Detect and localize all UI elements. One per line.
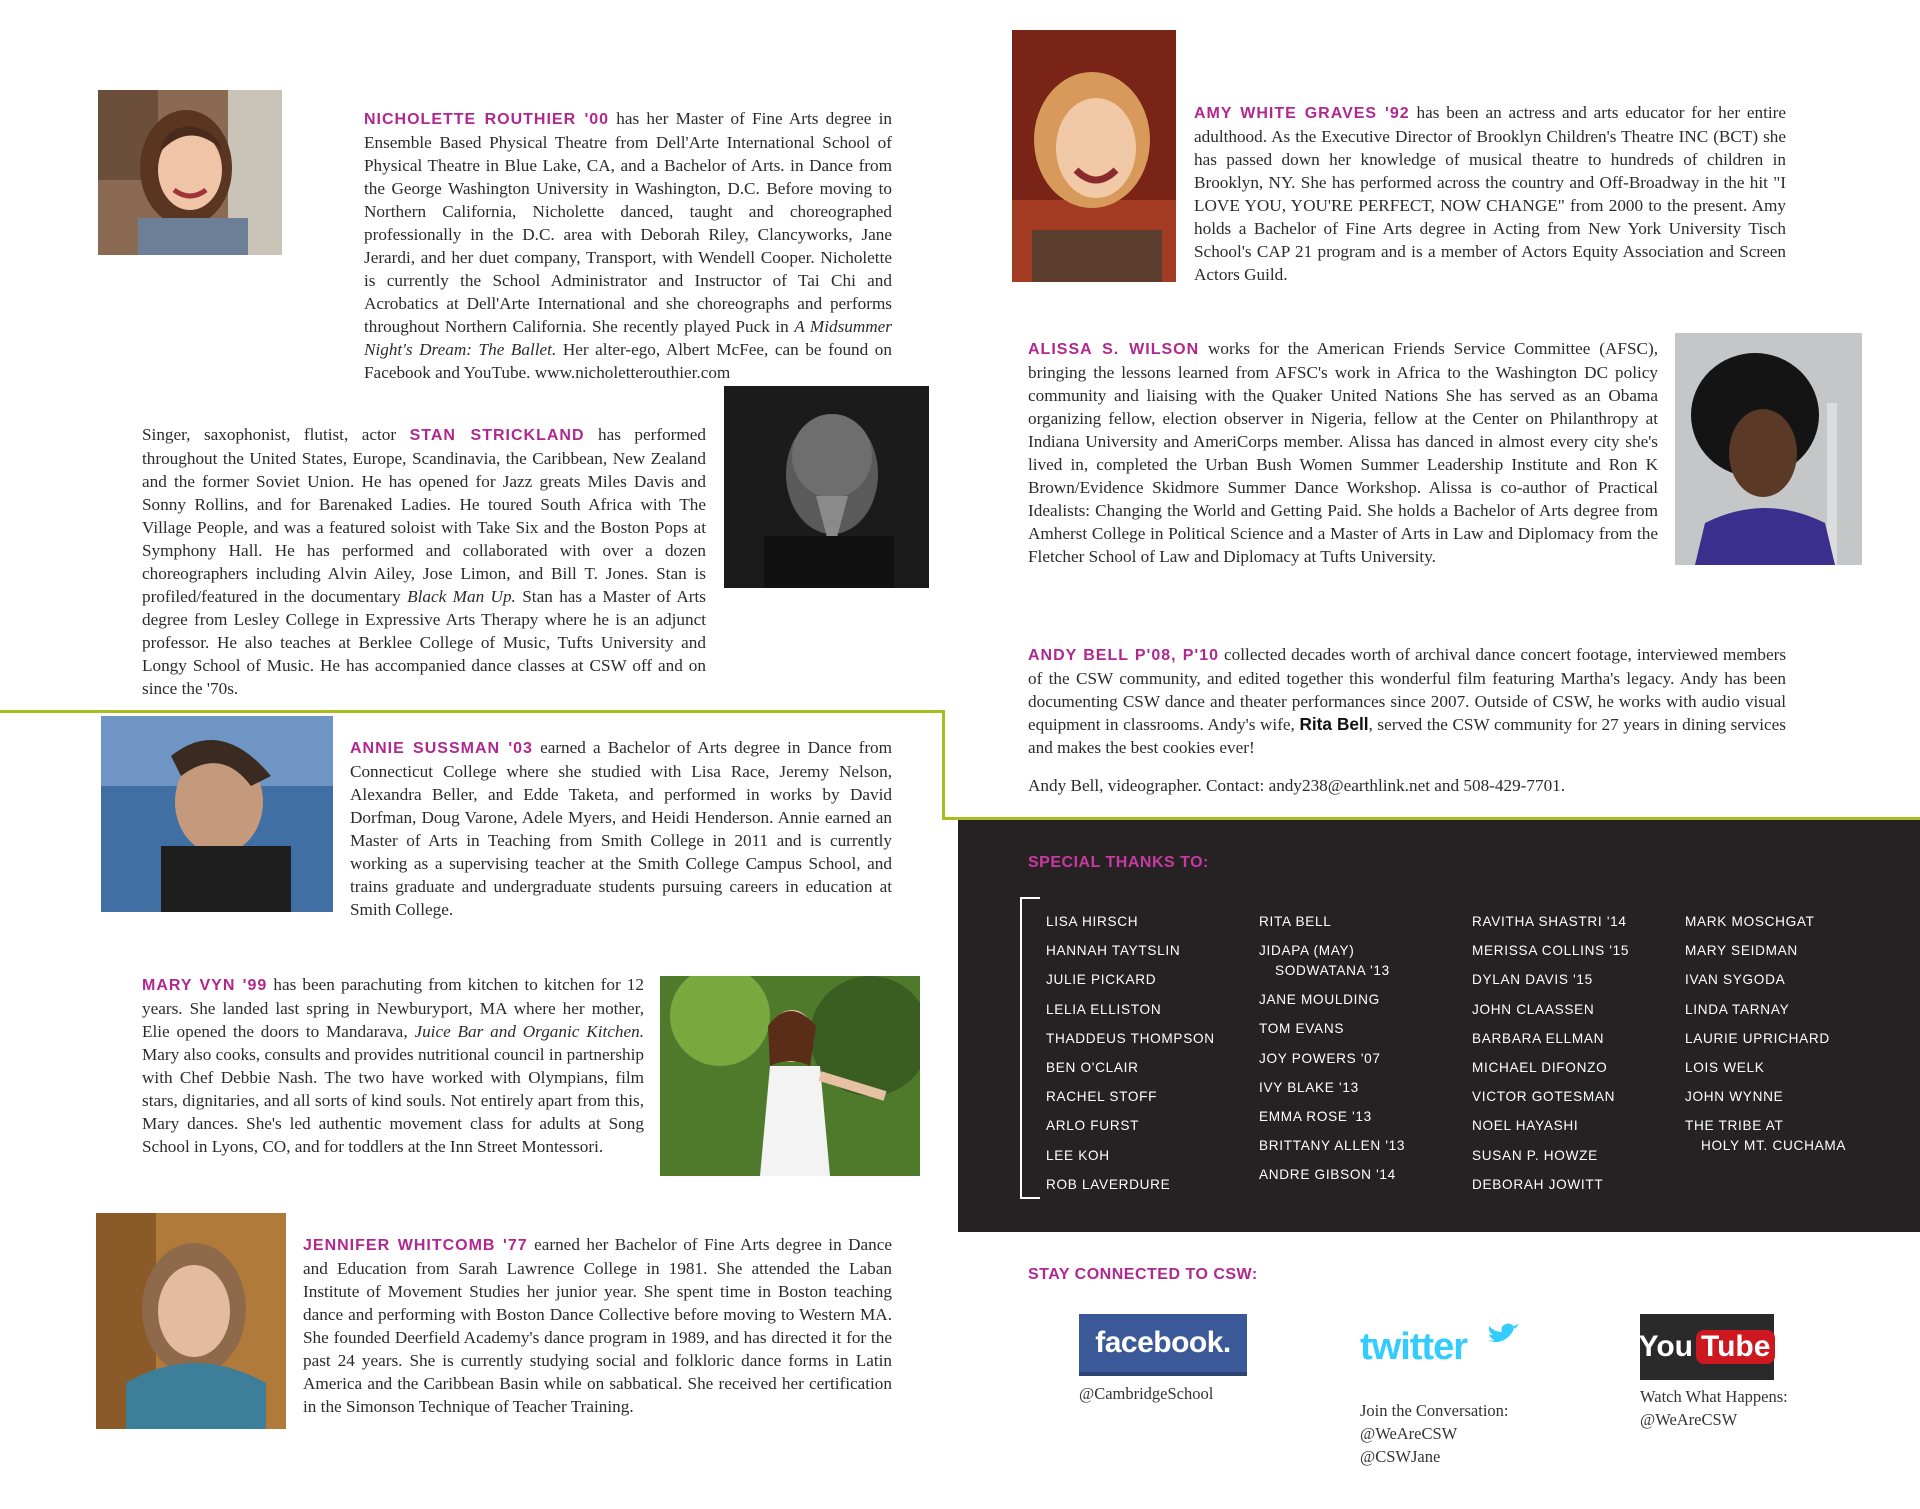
thanks-name: HANNAH TAYTSLIN xyxy=(1046,943,1181,959)
thanks-name: LAURIE UPRICHARD xyxy=(1685,1030,1830,1046)
amy-photo xyxy=(1012,30,1176,282)
stan-photo xyxy=(724,386,929,588)
andy-contact: Andy Bell, videographer. Contact: andy238@earthlink.net and 508-429-7701. xyxy=(1028,776,1566,795)
bio-nicholette-italic: A Midsummer Night's Dream: The Ballet. xyxy=(364,317,892,359)
thanks-name: NOEL HAYASHI xyxy=(1472,1118,1579,1134)
bio-amy xyxy=(1194,101,1786,286)
twitter-logo-text: twitter xyxy=(1360,1326,1467,1368)
bio-annie xyxy=(350,736,892,921)
thanks-column-1 xyxy=(1046,907,1215,1199)
thanks-name: JOHN CLAASSEN xyxy=(1472,1001,1595,1017)
thanks-name: JULIE PICKARD xyxy=(1046,972,1157,988)
thanks-name xyxy=(1685,1111,1846,1160)
thanks-name: IVAN SYGODA xyxy=(1685,972,1786,988)
facebook-logo-text: facebook. xyxy=(1095,1326,1231,1359)
thanks-name: JOY POWERS '07 xyxy=(1259,1050,1381,1066)
bio-stan-text2: Stan has a Master of Arts degree from Lesley College in Expressive Arts Therapy where he is an adjunct professor. He also teaches at Berklee College of Music, Tufts University and Longy School of Music. He has accompanied dance classes at CSW off and on since the '70s. xyxy=(142,587,706,698)
bio-mary-text2: Mary also cooks, consults and provides nutritional council in partnership with Chef Debbie Nash. The two have worked with Olympians, film stars, dignitaries, and all sorts of kind souls. Not entirely apart from this, Mary dances. She's led authentic movement class for adults at Song School in Lyons, CO, and for toddlers at the Inn Street Montessori. xyxy=(142,1045,644,1156)
bio-jennifer xyxy=(303,1233,892,1418)
thanks-name: IVY BLAKE '13 xyxy=(1259,1079,1359,1095)
mary-photo xyxy=(660,976,920,1176)
thanks-name: BARBARA ELLMAN xyxy=(1472,1030,1605,1046)
special-thanks-title: SPECIAL THANKS TO: xyxy=(1028,854,1209,871)
youtube-logo-you: You xyxy=(1638,1330,1693,1363)
thanks-name: LISA HIRSCH xyxy=(1046,914,1139,929)
thanks-name: DYLAN DAVIS '15 xyxy=(1472,972,1593,988)
thanks-name: DEBORAH JOWITT xyxy=(1472,1176,1604,1192)
thanks-name: VICTOR GOTESMAN xyxy=(1472,1089,1616,1105)
thanks-name: ANDRE GIBSON '14 xyxy=(1259,1167,1396,1183)
bio-mary xyxy=(142,973,644,1158)
thanks-name-line: HOLY MT. CUCHAMA xyxy=(1701,1138,1847,1154)
thanks-name: RACHEL STOFF xyxy=(1046,1089,1158,1105)
bio-annie-text: earned a Bachelor of Arts degree in Dance from Connecticut College where she studied with Lisa Race, Jeremy Nelson, Alexandra Beller, and Edde Taketa, and performed in works by David Dorfman, Doug Varone, Adele Myers, and Heidi Henderson. Annie earned an Master of Arts in Teaching from Smith College in 2011 and is currently working as a supervising teacher at the Smith College Campus School, and trains graduate and undergraduate students pursuing careers in education at Smith College. xyxy=(350,738,893,919)
twitter-handle-1[interactable]: @WeAreCSW xyxy=(1360,1424,1458,1443)
bio-andy xyxy=(1028,643,1786,759)
youtube-handle[interactable]: @WeAreCSW xyxy=(1640,1410,1738,1429)
thanks-name: ARLO FURST xyxy=(1046,1118,1140,1134)
twitter-logo[interactable] xyxy=(1360,1322,1520,1378)
facebook-logo[interactable] xyxy=(1079,1314,1247,1376)
thanks-name: MERISSA COLLINS '15 xyxy=(1472,943,1630,959)
jennifer-photo xyxy=(96,1213,286,1429)
youtube-text xyxy=(1640,1385,1788,1431)
thanks-name-line: THE TRIBE AT xyxy=(1685,1118,1784,1134)
name-annie: ANNIE SUSSMAN '03 xyxy=(350,740,533,757)
facebook-handle[interactable]: @CambridgeSchool xyxy=(1079,1384,1214,1403)
thanks-name-line: SODWATANA '13 xyxy=(1275,963,1390,979)
bio-alissa xyxy=(1028,337,1658,568)
twitter-bird-icon xyxy=(1486,1322,1520,1348)
youtube-logo-tube: Tube xyxy=(1696,1330,1775,1364)
rita-bell-highlight: Rita Bell xyxy=(1299,714,1369,734)
thanks-bracket xyxy=(1020,897,1040,1199)
thanks-name: LINDA TARNAY xyxy=(1685,1001,1790,1017)
name-alissa: ALISSA S. WILSON xyxy=(1028,341,1200,358)
thanks-name xyxy=(1259,936,1405,985)
thanks-name: RITA BELL xyxy=(1259,914,1332,929)
bio-alissa-text: works for the American Friends Service Committee (AFSC), bringing the lessons learned from AFSC's work in Africa to the Washington DC policy community and liaising with the Quaker United Nations She has served as an Obama organizing fellow, election observer in Nigeria, fellow at the Center on Philanthropy at Indiana University and AmeriCorps member. Alissa has danced in almost every city she's lived in, completed the Urban Bush Women Summer Leadership Institute and Ron K Brown/Evidence Skidmore Summer Dance Workshop. Alissa is co-author of Practical Idealists: Changing the World and Getting Paid. She holds a Bachelor of Arts degree from Amherst College in Political Science and a Master of Arts in Law and Diplomacy from the Fletcher School of Law and Diplomacy at Tufts University. xyxy=(1028,339,1658,566)
green-divider-left xyxy=(0,710,944,713)
thanks-name: ROB LAVERDURE xyxy=(1046,1176,1171,1192)
bio-jennifer-text: earned her Bachelor of Fine Arts degree in Dance and Education from Sarah Lawrence College in 1981. She attended the Laban Institute of Movement Studies her junior year. She spent time in Boston teaching dance and performing with Boston Dance Collective before moving to Western MA. She founded Deerfield Academy's dance program in 1989, and has directed it for the past 24 years. She is currently studying social and folkloric dance forms in Latin America and the Caribbean Basin while on sabbatical. She received her certification in the Simonson Technique of Teacher Training. xyxy=(303,1235,892,1416)
thanks-name: MARY SEIDMAN xyxy=(1685,943,1798,959)
thanks-column-3 xyxy=(1472,907,1629,1199)
bio-stan xyxy=(142,423,706,700)
bio-andy-text: collected decades worth of archival dance concert footage, interviewed members of the CSW community, and edited together this wonderful film featuring Martha's legacy. Andy has been documenting CSW dance and theater performances since 2007. Outside of CSW, he works with audio visual equipment in classrooms. Andy's wife, xyxy=(1028,645,1787,734)
name-mary: MARY VYN '99 xyxy=(142,977,268,994)
twitter-handle-2[interactable]: @CSWJane xyxy=(1360,1447,1441,1466)
thanks-name: JOHN WYNNE xyxy=(1685,1089,1784,1105)
thanks-name: JANE MOULDING xyxy=(1259,992,1380,1008)
bio-stan-pre: Singer, saxophonist, flutist, actor xyxy=(142,425,410,444)
bio-stan-text: has performed throughout the United States, Europe, Scandinavia, the Caribbean, New Zealand and the former Soviet Union. He has opened for Jazz greats Miles Davis and Sonny Rollins, and for Barenaked Ladies. He toured South Africa with The Village People, and was a featured soloist with Take Six and the Boston Pops at Symphony Hall. He has performed and collaborated with over a dozen choreographers including Alvin Ailey, Jose Limon, and Bill T. Jones. Stan is profiled/featured in the documentary xyxy=(142,425,706,606)
twitter-text xyxy=(1360,1399,1508,1468)
thanks-name: TOM EVANS xyxy=(1259,1021,1345,1037)
name-andy: ANDY BELL P'08, P'10 xyxy=(1028,647,1220,664)
youtube-logo[interactable] xyxy=(1640,1314,1774,1380)
thanks-column-2 xyxy=(1259,907,1405,1190)
thanks-name: MARK MOSCHGAT xyxy=(1685,914,1815,929)
twitter-line-1: Join the Conversation: xyxy=(1360,1401,1509,1420)
thanks-column-4 xyxy=(1685,907,1846,1160)
bio-nicholette-text2: Her alter-ego, Albert McFee, can be found on Facebook and YouTube. www.nicholetterouthier.com xyxy=(364,340,892,382)
thanks-name: BRITTANY ALLEN '13 xyxy=(1259,1138,1406,1154)
thanks-name: LEE KOH xyxy=(1046,1147,1110,1163)
thanks-name: SUSAN P. HOWZE xyxy=(1472,1147,1598,1163)
bio-mary-italic: Juice Bar and Organic Kitchen. xyxy=(414,1022,644,1041)
alissa-photo xyxy=(1675,333,1862,565)
thanks-name: RAVITHA SHASTRI '14 xyxy=(1472,914,1627,929)
bio-stan-italic: Black Man Up. xyxy=(407,587,516,606)
thanks-name: BEN O'CLAIR xyxy=(1046,1060,1139,1076)
bio-amy-text: has been an actress and arts educator for her entire adulthood. As the Executive Director of Brooklyn Children's Theatre INC (BCT) she has passed down her knowledge of musical theatre to hundreds of children in Brooklyn, NY. She has performed across the country and Off-Broadway in the hit "I LOVE YOU, YOU'RE PERFECT, NOW CHANGE" from 2000 to the present. Amy holds a Bachelor of Fine Arts degree in Acting from New York University Tisch School's CAP 21 program and is a member of Actors Equity Association and Screen Actors Guild. xyxy=(1194,103,1786,284)
thanks-name: MICHAEL DIFONZO xyxy=(1472,1060,1608,1076)
bio-andy-text2: , served the CSW community for 27 years in dining services and makes the best cookies ever! xyxy=(1028,715,1786,757)
thanks-name: THADDEUS THOMPSON xyxy=(1046,1030,1215,1046)
name-nicholette: NICHOLETTE ROUTHIER '00 xyxy=(364,111,610,128)
name-jennifer: JENNIFER WHITCOMB '77 xyxy=(303,1237,528,1254)
name-amy: AMY WHITE GRAVES '92 xyxy=(1194,105,1410,122)
thanks-name-line: JIDAPA (MAY) xyxy=(1259,943,1355,959)
stay-connected-title: STAY CONNECTED TO CSW: xyxy=(1028,1266,1258,1283)
thanks-name: LELIA ELLISTON xyxy=(1046,1001,1162,1017)
green-divider-vertical xyxy=(942,710,945,820)
youtube-line-1: Watch What Happens: xyxy=(1640,1387,1788,1406)
thanks-name: EMMA ROSE '13 xyxy=(1259,1109,1372,1125)
annie-photo xyxy=(101,716,333,912)
bio-nicholette-text: has her Master of Fine Arts degree in Ensemble Based Physical Theatre from Dell'Arte International School of Physical Theatre in Blue Lake, CA, and a Bachelor of Arts. in Dance from the George Washington University in Washington, D.C. Before moving to Northern California, Nicholette danced, taught and choreographed professionally in the D.C. area with Deborah Riley, Clancyworks, Jane Jerardi, and her duet company, Transport, with Wendell Cooper. Nicholette is currently the School Administrator and Instructor of Tai Chi and Acrobatics at Dell'Arte International and she choreographs and performs throughout Northern California. She recently played Puck in xyxy=(364,109,893,336)
thanks-name: LOIS WELK xyxy=(1685,1060,1765,1076)
name-stan: STAN STRICKLAND xyxy=(409,427,585,444)
bio-mary-text: has been parachuting from kitchen to kitchen for 12 years. She landed last spring in Newburyport, MA where her mother, Elie opened the doors to Mandarava, xyxy=(142,975,644,1041)
bio-nicholette xyxy=(142,107,892,384)
